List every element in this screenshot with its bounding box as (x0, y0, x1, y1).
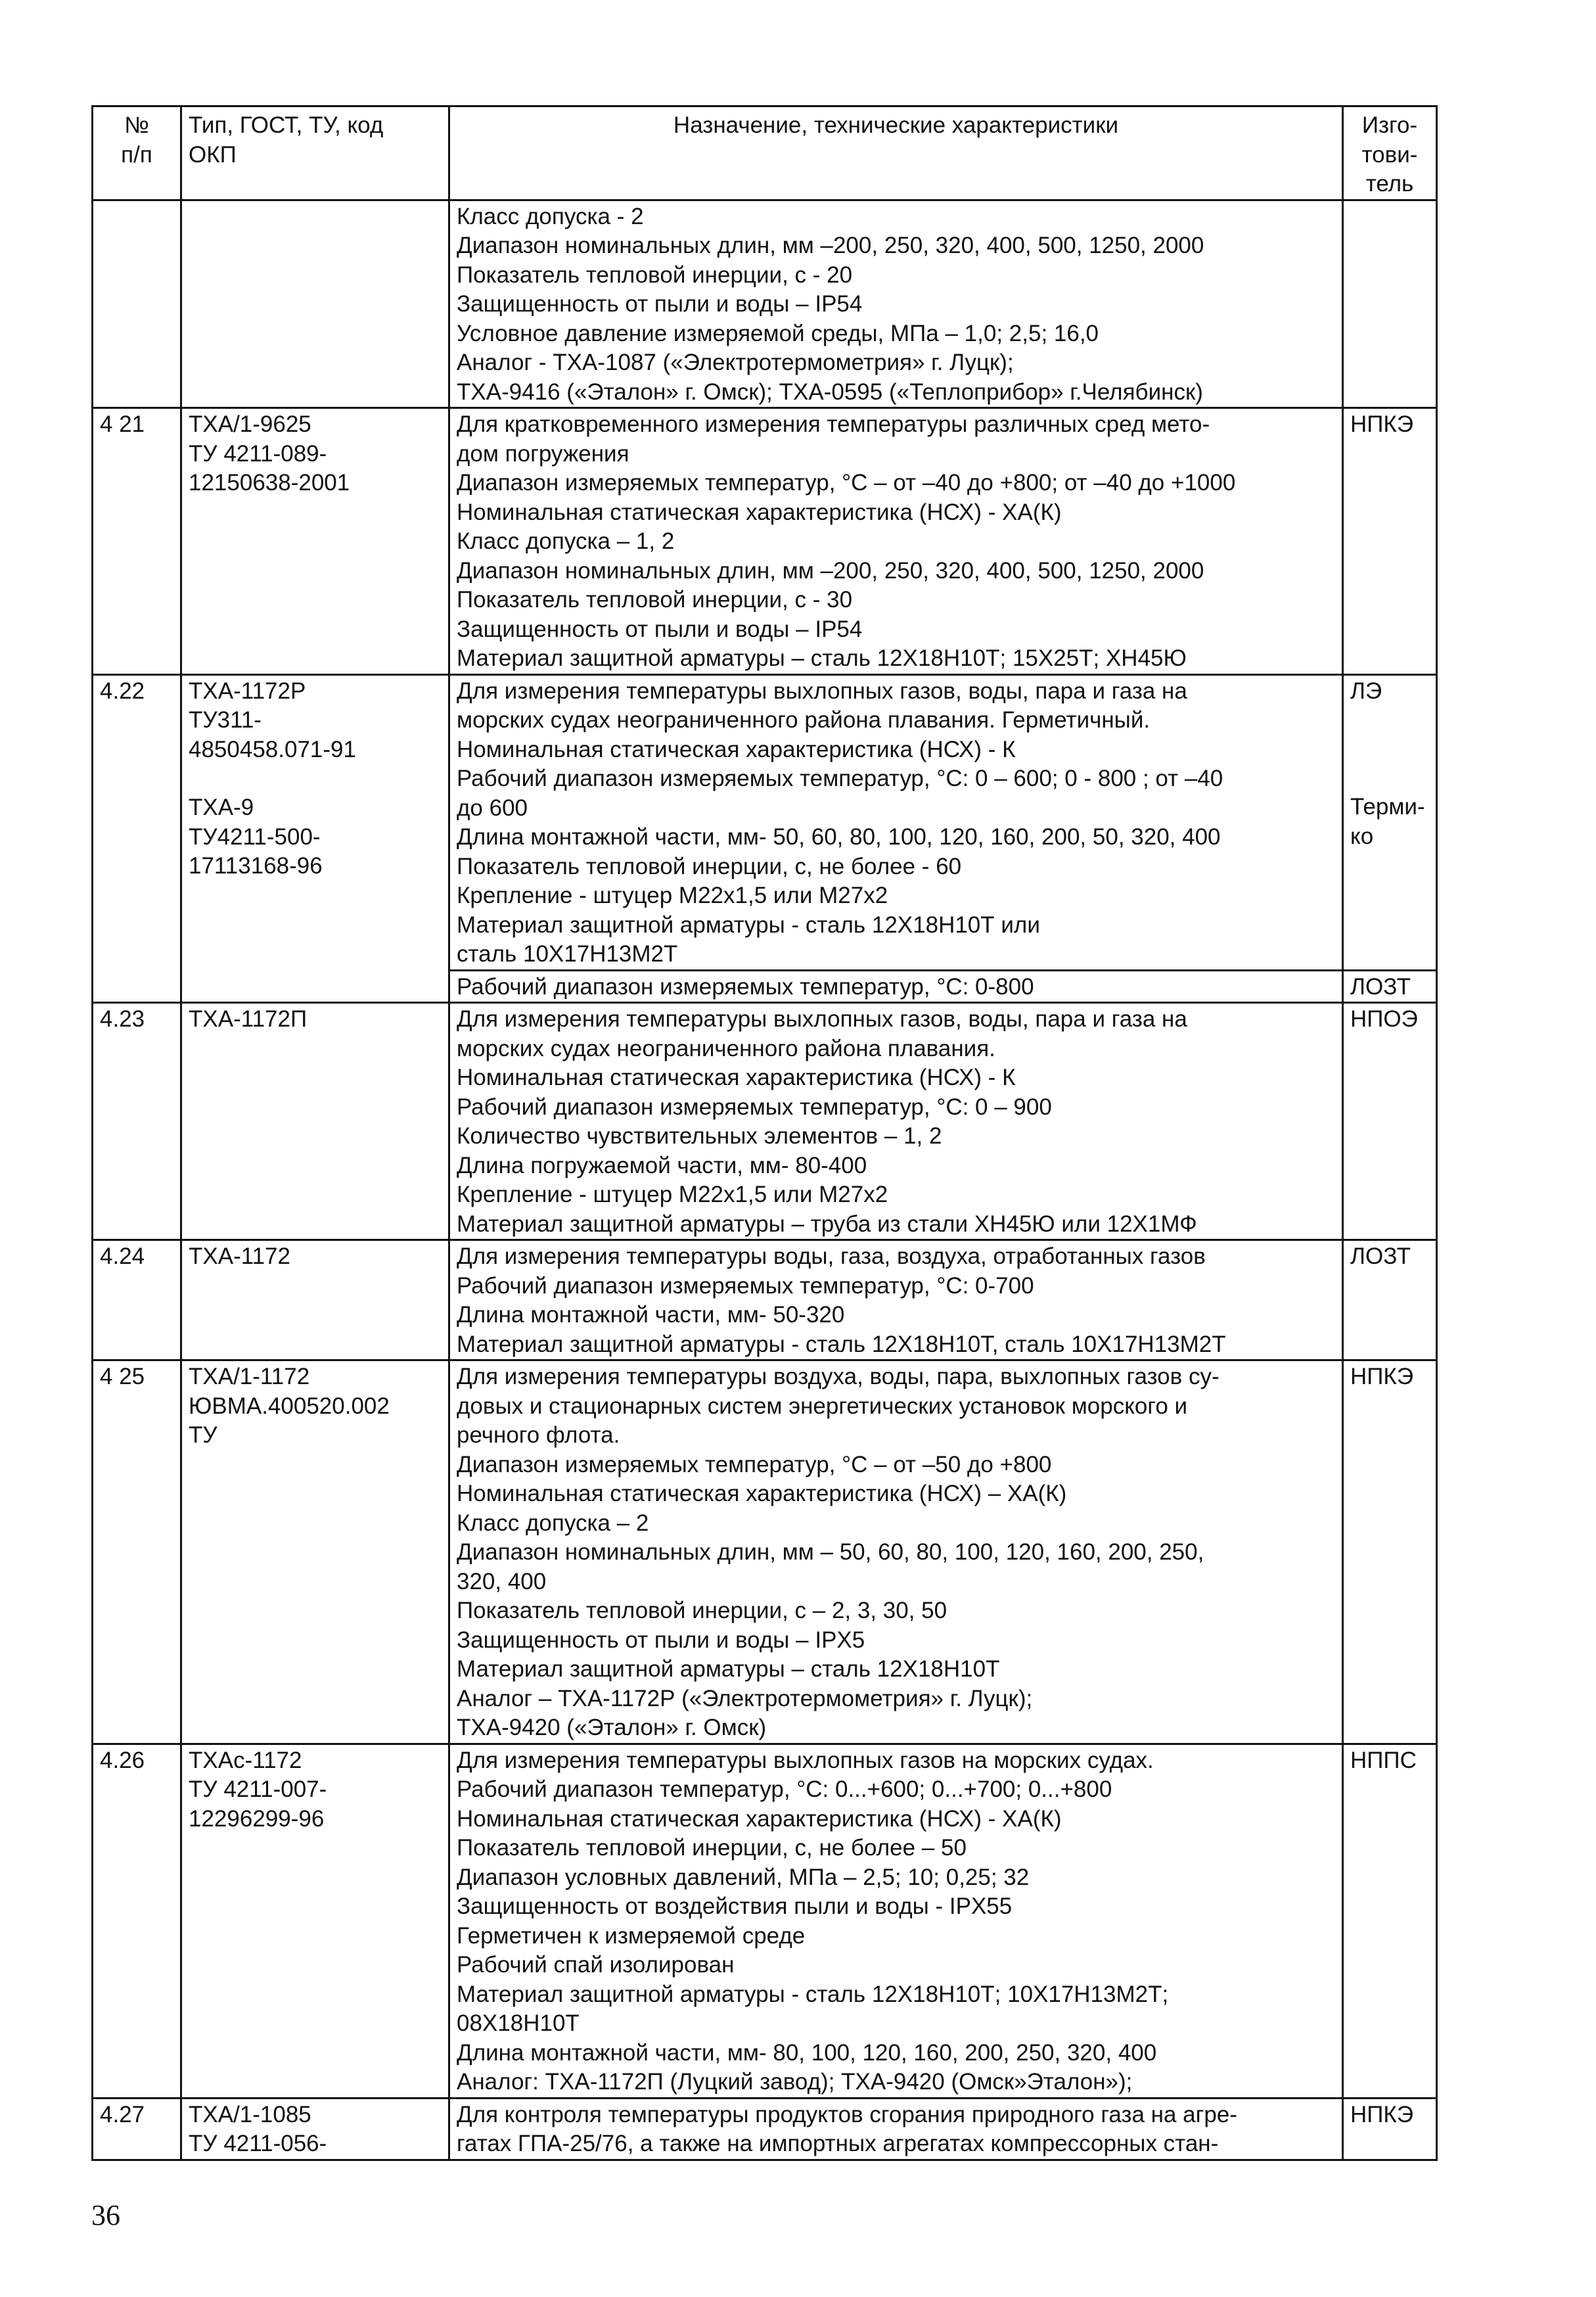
header-maker-line: тель (1365, 171, 1414, 197)
description-line: Защищенность от пыли и воды – IP54 (457, 291, 863, 317)
description-line: Для измерения температуры выхлопных газов, воды, пара и газа на (457, 1006, 1187, 1032)
description-line: Аналог – ТХА-1172Р («Электротермометрия» г. Луцк); (457, 1685, 1033, 1711)
header-type-line: ОКП (189, 141, 237, 168)
cell-maker (1343, 674, 1437, 970)
description-line: Материал защитной арматуры - сталь 12Х18Н10Т или (457, 912, 1040, 938)
row-number: 4 21 (100, 411, 145, 437)
cell-description (449, 1003, 1343, 1240)
row-number: 4.23 (100, 1006, 145, 1032)
type-line: ТХА-1172П (189, 1006, 308, 1032)
description-line: Показатель тепловой инерции, с - 20 (457, 262, 853, 288)
description-line: Аналог: ТХА-1172П (Луцкий завод); ТХА-9420 (Омск»Эталон»); (457, 2069, 1133, 2095)
type-line: ТХА-1172Р (189, 678, 306, 704)
cell-number (93, 674, 181, 1003)
description-line: гатах ГПА-25/76, а также на импортных агрегатах компрессорных стан- (457, 2131, 1219, 2156)
cell-description (449, 1744, 1343, 2098)
type-line: 12150638-2001 (189, 470, 350, 496)
maker-line: ЛОЗТ (1350, 973, 1411, 1000)
maker-line: ЛЭ (1350, 678, 1382, 704)
cell-number (93, 1240, 181, 1360)
description-line: Показатель тепловой инерции, с – 2, 3, 30, 50 (457, 1598, 947, 1623)
description-line: Рабочий спай изолирован (457, 1952, 735, 1978)
description-line: Длина монтажной части, мм- 80, 100, 120, 160, 200, 250, 320, 400 (457, 2039, 1157, 2066)
description-line: Номинальная статическая характеристика (НСХ) – ХА(К) (457, 1481, 1067, 1506)
description-line: дом погружения (457, 440, 629, 467)
table-row (93, 408, 1437, 675)
description-line: Рабочий диапазон измеряемых температур, °С: 0 – 900 (457, 1094, 1052, 1120)
description-line: Класс допуска - 2 (457, 203, 644, 229)
type-line: ТХА/1-1085 (189, 2101, 311, 2127)
cell-maker (1343, 408, 1437, 675)
description-line: Количество чувствительных элементов – 1, 2 (457, 1123, 942, 1149)
cell-description (449, 2098, 1343, 2160)
description-line: Рабочий диапазон измеряемых температур, °С: 0-800 (457, 973, 1034, 1000)
description-line: довых и стационарных систем энергетических установок морского и (457, 1393, 1188, 1419)
type-line: ТХА/1-9625 (189, 411, 311, 437)
description-line: 08Х18Н10Т (457, 2010, 580, 2036)
description-line: Аналог - ТХА-1087 («Электротермометрия» г. Луцк); (457, 350, 1014, 375)
description-line: Номинальная статическая характеристика (НСХ) - К (457, 736, 1016, 762)
type-line: 17113168-96 (189, 853, 323, 879)
table-row (93, 1240, 1437, 1360)
cell-description (449, 674, 1343, 970)
description-line: Длина монтажной части, мм- 50-320 (457, 1302, 845, 1328)
description-line: Для измерения температуры воздуха, воды, пара, выхлопных газов су- (457, 1364, 1220, 1389)
description-line: Показатель тепловой инерции, с, не более – 50 (457, 1835, 967, 1861)
description-line: Для контроля температуры продуктов сгорания природного газа на агре- (457, 2101, 1238, 2127)
cell-number (93, 1744, 181, 2098)
description-line: Рабочий диапазон температур, °С: 0...+600; 0...+700; 0...+800 (457, 1776, 1112, 1802)
cell-description (449, 1360, 1343, 1744)
type-line: 12296299-96 (189, 1805, 325, 1832)
type-line: ТХАс-1172 (189, 1747, 302, 1773)
description-line: Для кратковременного измерения температуры различных сред мето- (457, 411, 1210, 437)
description-line: Защищенность от воздействия пыли и воды - IPX55 (457, 1893, 1013, 1919)
header-maker-line: тови- (1361, 141, 1418, 168)
table-row (93, 2098, 1437, 2160)
cell-maker (1343, 200, 1437, 408)
type-line: ТУ311- (189, 707, 262, 733)
description-line: Крепление - штуцер М22х1,5 или М27х2 (457, 883, 888, 908)
type-line: ТУ4211-500- (189, 824, 321, 850)
description-line: Материал защитной арматуры - сталь 12Х18Н10Т, сталь 10Х17Н13М2Т (457, 1331, 1226, 1357)
cell-type (181, 200, 449, 408)
cell-type (181, 1360, 449, 1744)
description-line: Условное давление измеряемой среды, МПа – 1,0; 2,5; 16,0 (457, 320, 1099, 346)
description-line: Класс допуска – 1, 2 (457, 528, 675, 554)
description-line: до 600 (457, 795, 528, 821)
cell-type (181, 1240, 449, 1360)
type-line: 4850458.071-91 (189, 736, 356, 762)
description-line: Диапазон номинальных длин, мм – 50, 60, 80, 100, 120, 160, 200, 250, (457, 1539, 1204, 1565)
table-row (93, 674, 1437, 970)
cell-maker (1343, 970, 1437, 1003)
row-number: 4.22 (100, 678, 145, 704)
description-line: морских судах неограниченного района плавания. (457, 1035, 995, 1061)
description-line: Крепление - штуцер М22х1,5 или М27х2 (457, 1182, 888, 1207)
description-line: Материал защитной арматуры – сталь 12Х18Н10Т; 15Х25Т; ХН45Ю (457, 645, 1187, 671)
maker-line: ЛОЗТ (1350, 1243, 1411, 1269)
maker-line (1350, 706, 1429, 735)
description-line: Для измерения температуры выхлопных газов, воды, пара и газа на (457, 678, 1187, 704)
cell-description (449, 408, 1343, 675)
description-line: Материал защитной арматуры – труба из стали ХН45Ю или 12Х1МФ (457, 1211, 1197, 1237)
table-row-continuation (93, 200, 1437, 408)
maker-line: НПКЭ (1350, 411, 1413, 437)
description-line: речного флота. (457, 1422, 620, 1448)
maker-line: НППС (1350, 1747, 1417, 1773)
description-line: Диапазон номинальных длин, мм –200, 250, 320, 400, 500, 1250, 2000 (457, 233, 1204, 258)
header-type-line: Тип, ГОСТ, ТУ, код (189, 112, 384, 138)
description-line: 320, 400 (457, 1568, 547, 1594)
type-line: ТХА-9 (189, 795, 254, 820)
cell-maker (1343, 2098, 1437, 2160)
table-header-row (93, 106, 1437, 200)
description-line: Диапазон условных давлений, МПа – 2,5; 10; 0,25; 32 (457, 1864, 1030, 1890)
description-line: Защищенность от пыли и воды – IPX5 (457, 1627, 865, 1653)
cell-number (93, 1003, 181, 1240)
type-line (189, 764, 442, 793)
cell-description (449, 1240, 1343, 1360)
cell-type (181, 2098, 449, 2160)
maker-line: НПОЭ (1350, 1006, 1418, 1032)
type-line: ТУ 4211-007- (189, 1776, 327, 1802)
description-line: Показатель тепловой инерции, с, не более - 60 (457, 853, 962, 879)
description-line: Защищенность от пыли и воды – IP54 (457, 616, 863, 642)
type-line: ЮВМА.400520.002 (189, 1393, 390, 1419)
row-number: 4.27 (100, 2101, 145, 2127)
description-line: Длина монтажной части, мм- 50, 60, 80, 100, 120, 160, 200, 50, 320, 400 (457, 824, 1221, 850)
description-line: Диапазон номинальных длин, мм –200, 250, 320, 400, 500, 1250, 2000 (457, 557, 1204, 584)
specification-table (91, 105, 1438, 2161)
row-number: 4 25 (100, 1364, 145, 1389)
description-line: сталь 10Х17Н13М2Т (457, 941, 678, 967)
cell-number (93, 1360, 181, 1744)
type-line: ТУ 4211-089- (189, 440, 327, 467)
maker-line: НПКЭ (1350, 2101, 1413, 2127)
description-line: Номинальная статическая характеристика (НСХ) - К (457, 1065, 1016, 1090)
cell-number (93, 408, 181, 675)
cell-type (181, 408, 449, 675)
header-type (181, 106, 449, 200)
description-line: Длина погружаемой части, мм- 80-400 (457, 1152, 867, 1178)
row-number: 4.24 (100, 1243, 145, 1269)
type-line: ТХА/1-1172 (189, 1364, 310, 1389)
description-line: ТХА-9416 («Эталон» г. Омск); ТХА-0595 («Теплоприбор» г.Челябинск) (457, 379, 1203, 405)
header-number-line: п/п (121, 141, 152, 168)
cell-maker (1343, 1240, 1437, 1360)
table-row (93, 1744, 1437, 2098)
type-line: ТУ 4211-056- (189, 2131, 327, 2156)
type-line: ТУ (189, 1422, 217, 1448)
description-line: Диапазон измеряемых температур, °С – от –50 до +800 (457, 1451, 1052, 1477)
cell-maker (1343, 1360, 1437, 1744)
maker-line (1350, 735, 1429, 764)
cell-type (181, 1744, 449, 2098)
cell-type (181, 674, 449, 1003)
cell-number (93, 2098, 181, 2160)
description-line: Герметичен к измеряемой среде (457, 1922, 806, 1949)
cell-maker (1343, 1744, 1437, 2098)
cell-number (93, 200, 181, 408)
maker-line: Терми- (1350, 794, 1425, 820)
cell-description (449, 970, 1343, 1003)
description-line: Рабочий диапазон измеряемых температур, °С: 0 – 600; 0 - 800 ; от –40 (457, 766, 1223, 791)
description-line: ТХА-9420 («Эталон» г. Омск) (457, 1715, 767, 1740)
table-row (93, 1360, 1437, 1744)
header-number (93, 106, 181, 200)
description-line: Для измерения температуры воды, газа, воздуха, отработанных газов (457, 1243, 1206, 1269)
description-line: Материал защитной арматуры – сталь 12Х18Н10Т (457, 1656, 1000, 1682)
description-line: Для измерения температуры выхлопных газов на морских судах. (457, 1747, 1154, 1773)
description-line: Показатель тепловой инерции, с - 30 (457, 587, 853, 613)
table-row (93, 1003, 1437, 1240)
header-maker-line: Изго- (1361, 112, 1418, 138)
description-line: Класс допуска – 2 (457, 1510, 649, 1536)
cell-type (181, 1003, 449, 1240)
header-maker (1343, 106, 1437, 200)
maker-line (1350, 764, 1429, 793)
description-line: Номинальная статическая характеристика (НСХ) - ХА(К) (457, 1805, 1062, 1832)
header-purpose (449, 106, 1343, 200)
header-purpose-line: Назначение, технические характеристики (673, 112, 1119, 138)
maker-line: ко (1350, 823, 1374, 849)
maker-line: НПКЭ (1350, 1364, 1413, 1389)
description-line: Номинальная статическая характеристика (НСХ) - ХА(К) (457, 499, 1062, 525)
row-number: 4.26 (100, 1747, 145, 1773)
description-line: морских судах неограниченного района плавания. Герметичный. (457, 707, 1151, 733)
cell-maker (1343, 1003, 1437, 1240)
page-number: 36 (91, 2199, 120, 2231)
header-number-line: № (124, 112, 149, 138)
cell-description (449, 200, 1343, 408)
type-line: ТХА-1172 (189, 1243, 290, 1269)
description-line: Диапазон измеряемых температур, °С – от –40 до +800; от –40 до +1000 (457, 470, 1236, 496)
description-line: Материал защитной арматуры - сталь 12Х18Н10Т; 10Х17Н13М2Т; (457, 1981, 1169, 2007)
description-line: Рабочий диапазон измеряемых температур, °С: 0-700 (457, 1272, 1034, 1299)
